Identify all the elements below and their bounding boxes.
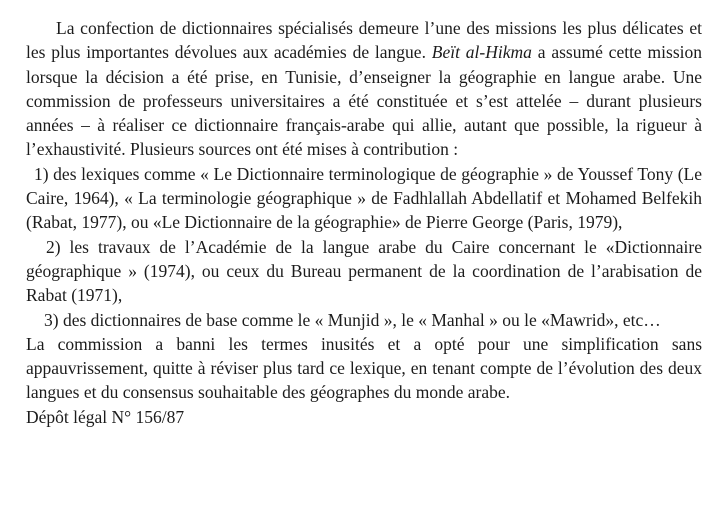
legal-deposit: Dépôt légal N° 156/87	[26, 406, 185, 427]
source-item-2: 2) les travaux de l’Académie de la langue arabe du Caire concernant le «Dictionnaire géographique » (1974), ou ceux du Bureau permanent de la coordination de l’arabisation de Rabat (1971),	[26, 236, 702, 306]
intro-text-start: La confection de dictionnaires spécialisés demeure l’une des missions les plus délicates et les plus importantes dévolues aux académies de langue.	[26, 18, 702, 63]
source-item-1: 1) des lexiques comme « Le Dictionnaire terminologique de géographie » de Youssef Tony (Le Caire, 1964), « La terminologie géographique » de Fadhlallah Abdellatif et Mohamed Belfekih (Rabat, 1977), ou «Le Dictionnaire de la géographie» de Pierre George (Paris, 1979),	[26, 163, 702, 233]
conclusion-paragraph: La commission a banni les termes inusités et a opté pour une simplification sans appauvrissement, quitte à réviser plus tard ce lexique, en tenant compte de l’évolution des deux langues et du consensus souhaitable des géographes du monde arabe.	[26, 333, 702, 403]
institution-name: Beït al-Hikma	[431, 42, 532, 63]
intro-text-end: a assumé cette mission lorsque la décision a été prise, en Tunisie, d’enseigner la géographie en langue arabe. Une commission de professeurs universitaires a été constituée et s’est attelée – durant plusieurs années – à réaliser ce dictionnaire français-arabe qui allie, autant que possible, la rigueur à l’exhaustivité. Plusieurs sources ont été mises à contribution :	[26, 42, 702, 160]
intro-paragraph	[26, 16, 702, 162]
document-page	[26, 16, 702, 429]
source-item-3: 3) des dictionnaires de base comme le « Munjid », le « Manhal » ou le «Mawrid», etc…	[44, 309, 661, 330]
